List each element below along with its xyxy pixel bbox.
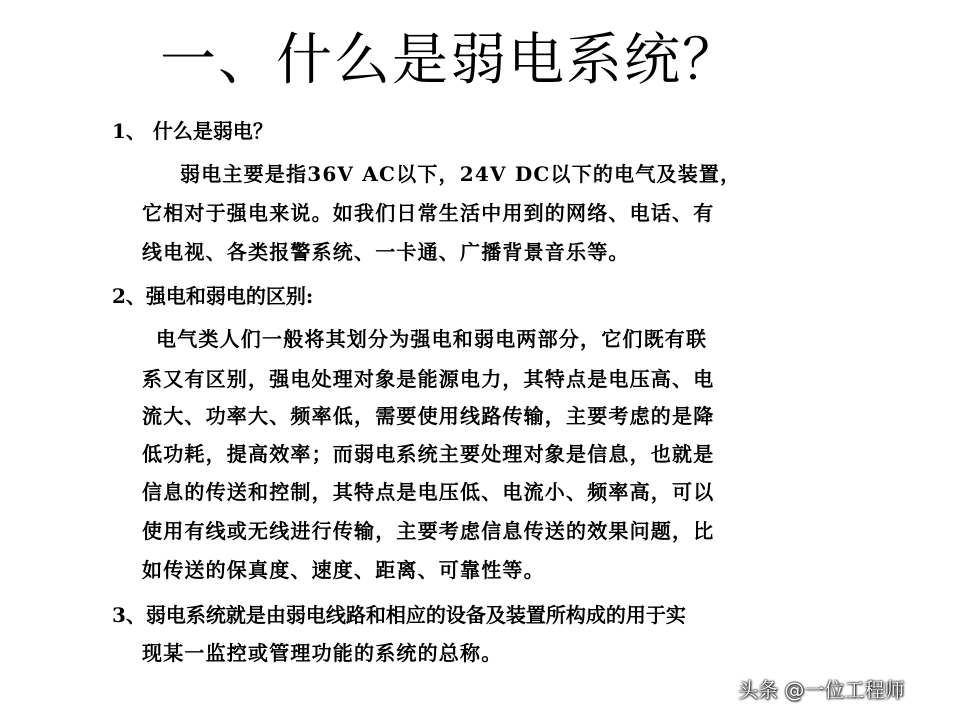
section-1-line-2: 它相对于强电来说。如我们日常生活中用到的网络、电话、有	[142, 201, 715, 225]
section-1-heading: 1、 什么是弱电？	[112, 119, 273, 143]
section-2-line-7: 如传送的保真度、速度、距离、可靠性等。	[142, 558, 545, 582]
section-2-line-6: 使用有线或无线进行传输，主要考虑信息传送的效果问题，比	[142, 519, 715, 543]
section-3-line-1: 现某一监控或管理功能的系统的总称。	[142, 641, 503, 665]
section-1-line-3: 线电视、各类报警系统、一卡通、广播背景音乐等。	[142, 240, 630, 264]
section-2-line-2: 系又有区别，强电处理对象是能源电力，其特点是电压高、电	[142, 367, 715, 391]
watermark: 头条 @一位工程师	[738, 678, 905, 702]
section-2-line-4: 低功耗，提高效率；而弱电系统主要处理对象是信息，也就是	[142, 442, 715, 466]
section-1-line-1: 弱电主要是指36V AC以下，24V DC以下的电气及装置，	[180, 162, 742, 186]
section-2-line-1: 电气类人们一般将其划分为强电和弱电两部分，它们既有联	[156, 327, 708, 351]
section-2-line-3: 流大、功率大、频率低，需要使用线路传输，主要考虑的是降	[142, 404, 715, 428]
slide-title: 一、什么是弱电系统？	[160, 28, 740, 93]
section-3-heading: 3、弱电系统就是由弱电线路和相应的设备及装置所构成的用于实	[112, 603, 686, 627]
section-2-line-5: 信息的传送和控制，其特点是电压低、电流小、频率高，可以	[142, 480, 715, 504]
section-2-heading: 2、强电和弱电的区别:	[112, 284, 314, 308]
